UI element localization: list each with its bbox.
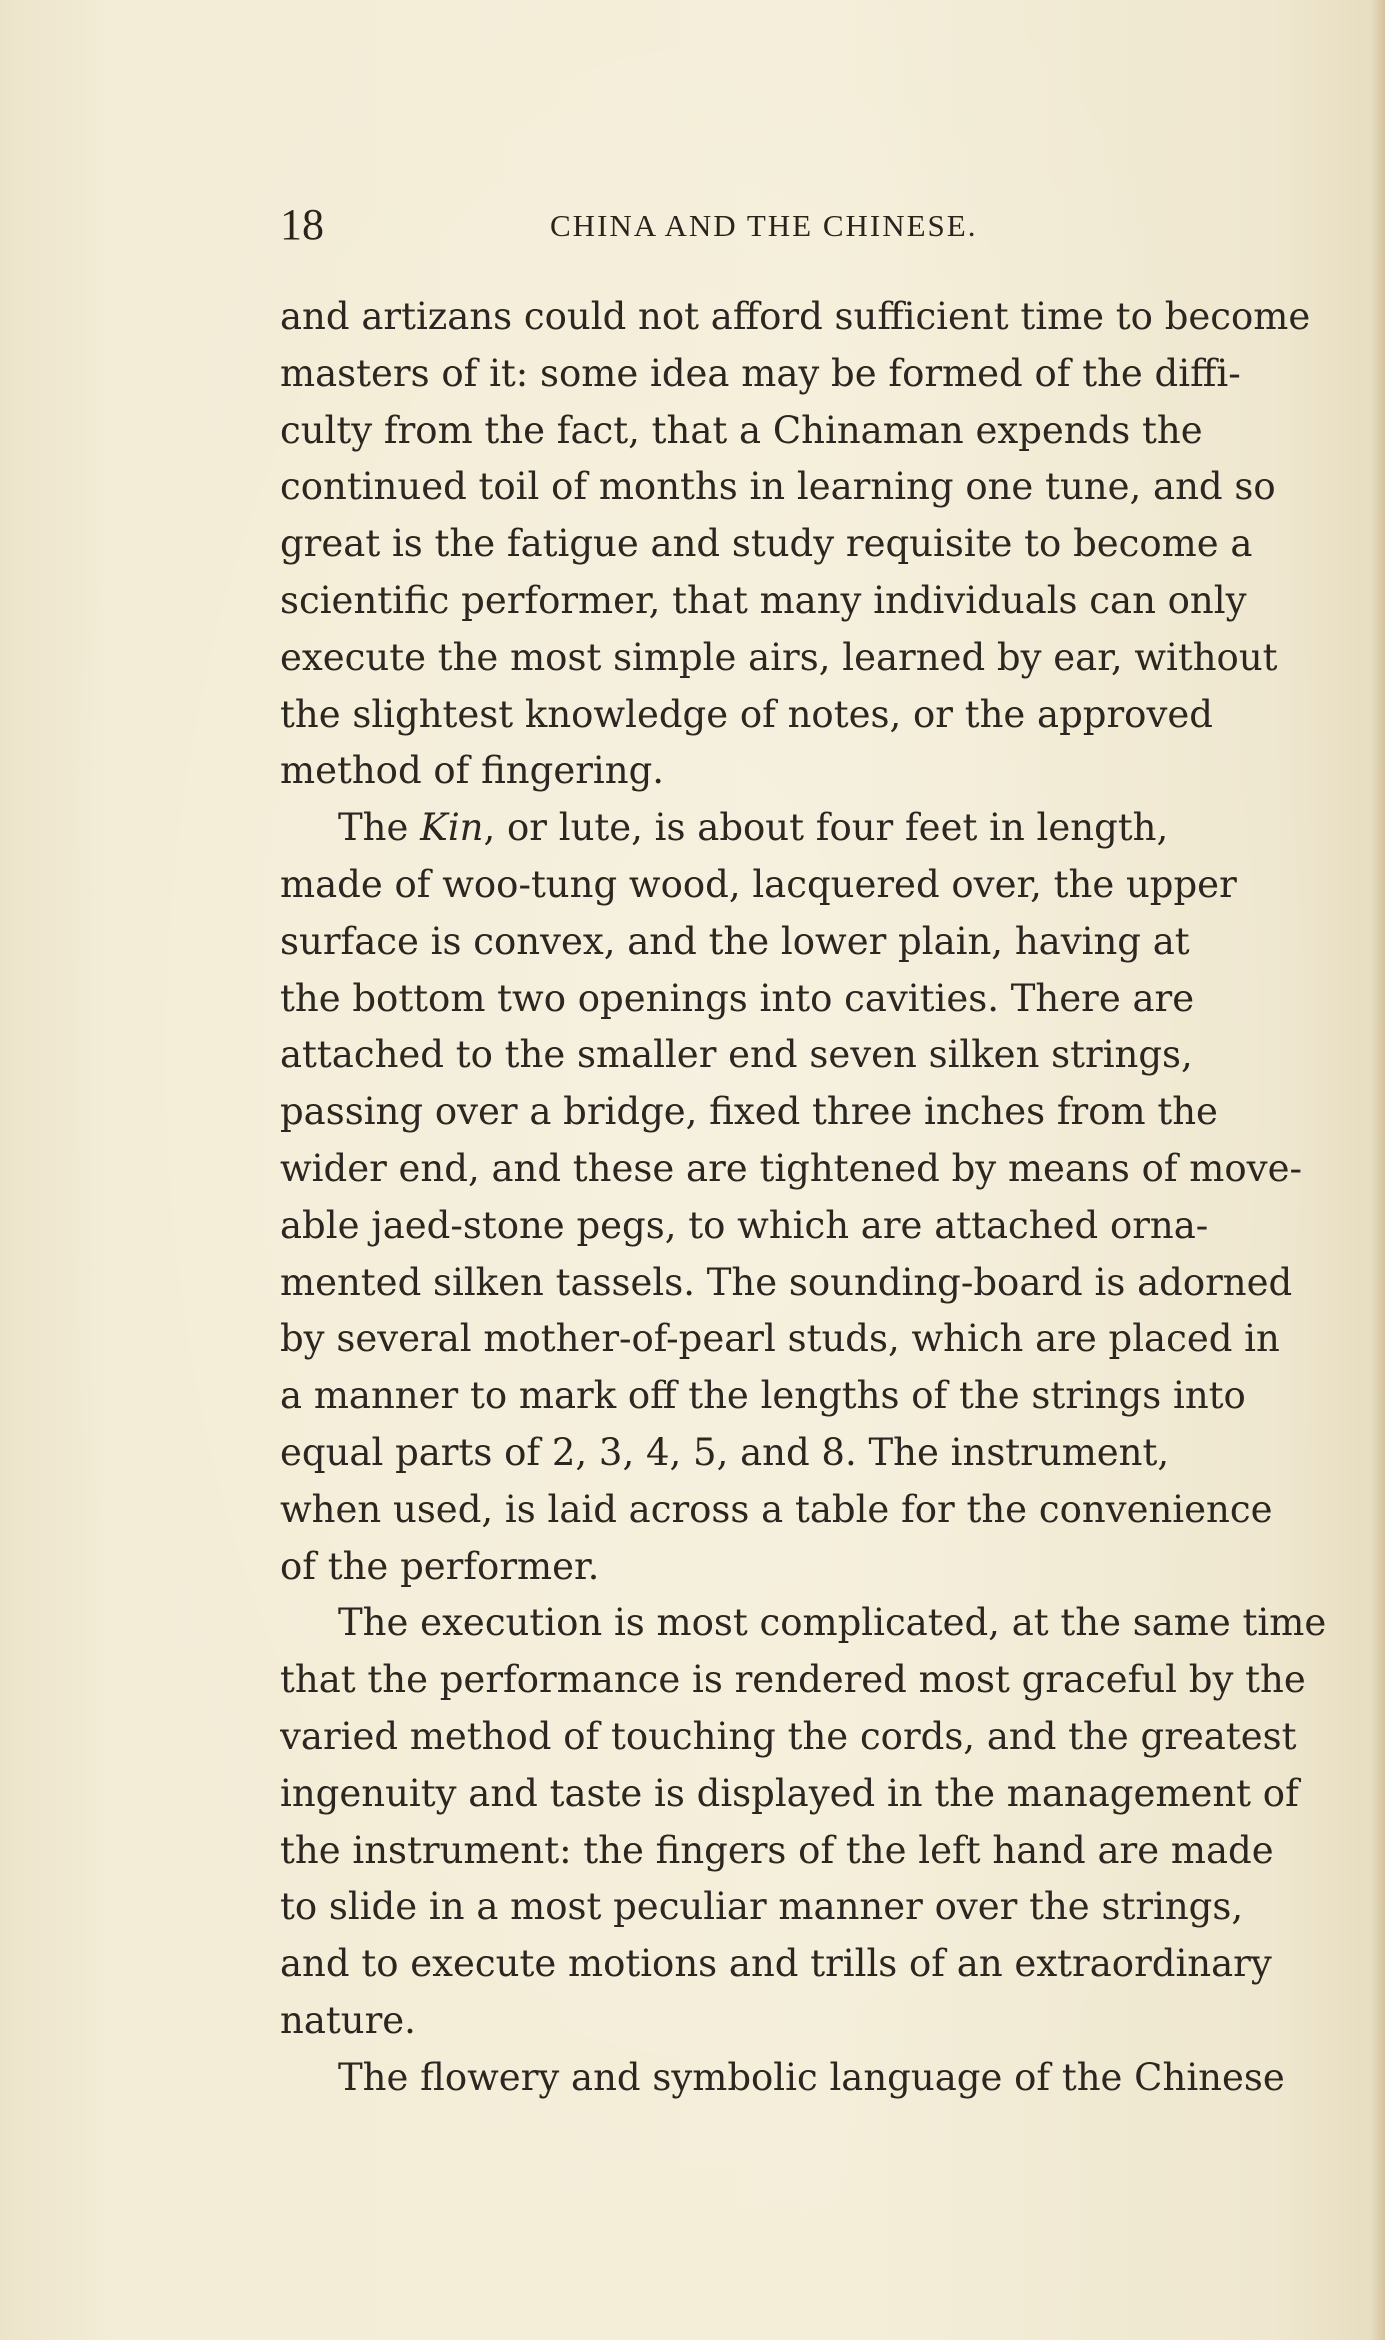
text-line: when used, is laid across a table for the convenience bbox=[280, 1487, 1273, 1531]
text-line: by several mother-of-pearl studs, which are placed in bbox=[280, 1317, 1280, 1361]
text-line bbox=[280, 800, 1355, 857]
page-number: 18 bbox=[280, 200, 324, 249]
text-line: The execution is most complicated, at the same time bbox=[338, 1601, 1327, 1645]
text-line: mented silken tassels. The sounding-board is adorned bbox=[280, 1260, 1293, 1304]
text-line: varied method of touching the cords, and the greatest bbox=[280, 1714, 1297, 1758]
text-line: culty from the fact, that a Chinaman expends the bbox=[280, 408, 1203, 452]
text-line: The flowery and symbolic language of the Chinese bbox=[338, 2055, 1285, 2099]
text-line: wider end, and these are tightened by means of move- bbox=[280, 1146, 1302, 1190]
page-edge-shadow bbox=[1371, 0, 1385, 2340]
text-line: attached to the smaller end seven silken strings, bbox=[280, 1033, 1193, 1077]
text-line: the slightest knowledge of notes, or the approved bbox=[280, 692, 1213, 736]
text-line: surface is convex, and the lower plain, having at bbox=[280, 919, 1190, 963]
text-line: masters of it: some idea may be formed of the diffi- bbox=[280, 351, 1241, 395]
page-header bbox=[280, 200, 1100, 250]
text-line: and to execute motions and trills of an extraordinary bbox=[280, 1942, 1272, 1986]
text-line: able jaed-stone pegs, to which are attached orna- bbox=[280, 1203, 1209, 1247]
text-line: ingenuity and taste is displayed in the management of bbox=[280, 1771, 1299, 1815]
text-line: a manner to mark off the lengths of the strings into bbox=[280, 1374, 1246, 1418]
text-line: of the performer. bbox=[280, 1544, 600, 1588]
text-line: equal parts of 2, 3, 4, 5, and 8. The instrument, bbox=[280, 1430, 1170, 1474]
text-line: passing over a bridge, fixed three inches from the bbox=[280, 1090, 1218, 1134]
body-text bbox=[280, 289, 1355, 2107]
text-line: the instrument: the fingers of the left hand are made bbox=[280, 1828, 1274, 1872]
text-line: nature. bbox=[280, 1998, 416, 2042]
text-line-segment: , or lute, is about four feet in length, bbox=[483, 806, 1169, 850]
italic-term: Kin bbox=[420, 806, 484, 850]
text-line: and artizans could not afford sufficient time to become bbox=[280, 295, 1311, 338]
text-line: made of woo-tung wood, lacquered over, the upper bbox=[280, 862, 1237, 906]
text-line: scientific performer, that many individuals can only bbox=[280, 578, 1247, 622]
running-head: CHINA AND THE CHINESE. bbox=[550, 208, 978, 243]
text-line: execute the most simple airs, learned by ear, without bbox=[280, 635, 1278, 679]
text-line: to slide in a most peculiar manner over the strings, bbox=[280, 1885, 1244, 1929]
text-line: that the performance is rendered most graceful by the bbox=[280, 1658, 1306, 1702]
text-line-segment: The bbox=[338, 806, 421, 850]
text-line: great is the fatigue and study requisite to become a bbox=[280, 522, 1253, 566]
text-line: method of fingering. bbox=[280, 749, 665, 793]
text-line: the bottom two openings into cavities. There are bbox=[280, 976, 1195, 1020]
text-line: continued toil of months in learning one tune, and so bbox=[280, 465, 1276, 509]
